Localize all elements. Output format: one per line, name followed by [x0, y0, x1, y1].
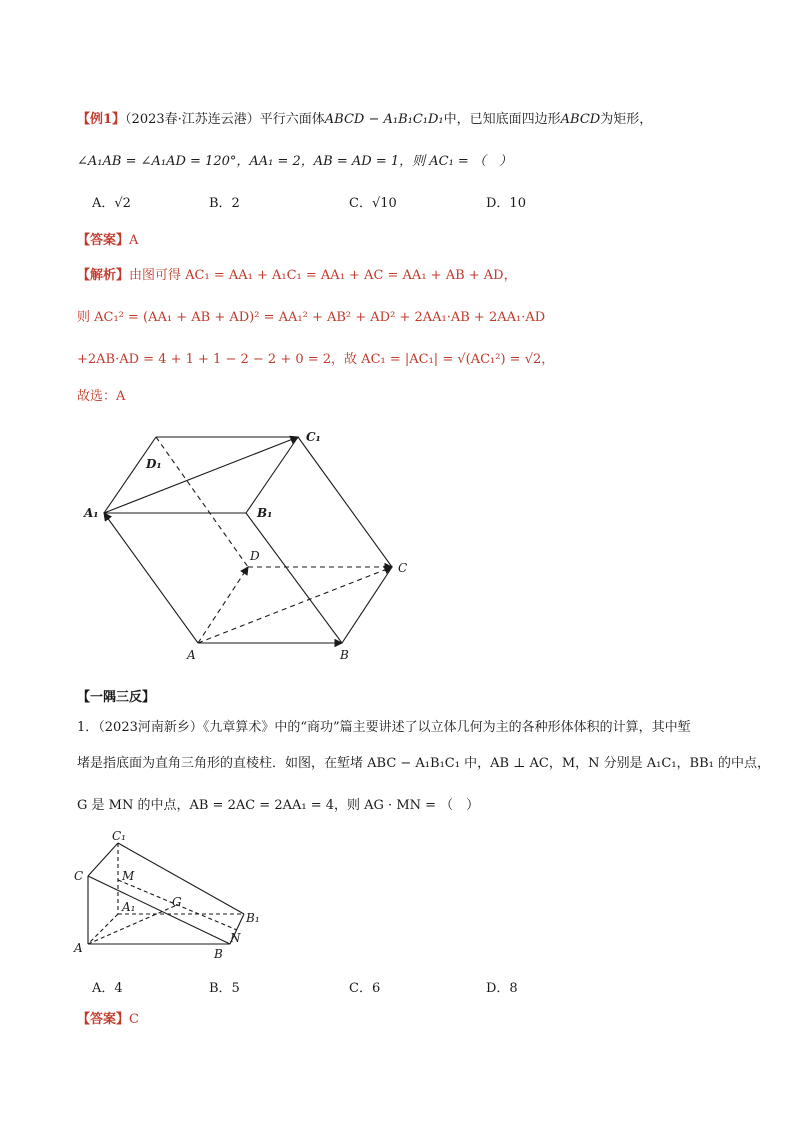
- option-c: C．√10: [349, 196, 397, 211]
- section-title: 【一隅三反】: [77, 690, 156, 705]
- label-B1: B₁: [246, 911, 260, 925]
- option-d: D．8: [486, 981, 518, 996]
- label-C: C: [74, 869, 84, 883]
- example1-conclusion: 故选：A: [77, 389, 126, 404]
- option-a: A．√2: [92, 196, 131, 211]
- option-b: B．2: [209, 196, 240, 211]
- example1-line2: ∠A₁AB = ∠A₁AD = 120°，AA₁ = 2，AB = AD = 1，则 AC₁ = （ ）: [77, 154, 512, 169]
- answer-label: 【答案】: [77, 1012, 130, 1027]
- label-A1: A₁: [84, 506, 99, 520]
- label-B: B: [214, 947, 223, 961]
- label-G: G: [172, 895, 182, 909]
- example1-analysis-line3: +2AB·AD = 4 + 1 + 1 − 2 − 2 + 0 = 2，故 AC₁ = |AC₁| = √(AC₁²) = √2，: [77, 352, 555, 367]
- example1-answer: [77, 229, 138, 248]
- problem1-line2: 堵是指底面为直角三角形的直棱柱．如图，在堑堵 ABC − A₁B₁C₁ 中，AB ⊥ AC，M，N 分别是 A₁C₁，BB₁ 的中点，: [77, 756, 770, 771]
- analysis-text-1: 由图可得 AC₁ = AA₁ + A₁C₁ = AA₁ + AC = AA₁ + AB + AD，: [129, 268, 517, 283]
- problem1-answer: [77, 1008, 139, 1027]
- answer-value: C: [129, 1012, 139, 1027]
- label-C1: C₁: [306, 430, 321, 444]
- example-source: （2023春·江苏连云港）: [125, 112, 260, 127]
- label-A: A: [74, 941, 83, 955]
- answer-value: A: [129, 233, 139, 248]
- base-name: ABCD: [560, 112, 601, 127]
- label-C1: C₁: [112, 829, 126, 843]
- example-stem-a: 平行六面体: [259, 112, 325, 127]
- option-a: A．4: [92, 981, 123, 996]
- example1-analysis-line2: 则 AC₁² = (AA₁ + AB + AD)² = AA₁² + AB² + AD² + 2AA₁·AB + 2AA₁·AD: [77, 310, 546, 325]
- example-stem-b: 中，已知底面四边形: [443, 112, 561, 127]
- example1-line1: [77, 108, 652, 127]
- option-b: B．5: [209, 981, 240, 996]
- label-D: D: [250, 549, 260, 563]
- analysis-label: 【解析】: [77, 268, 130, 283]
- label-C: C: [398, 561, 408, 575]
- label-A: A: [187, 648, 196, 662]
- label-B1: B₁: [257, 506, 273, 520]
- problem1-line3: G 是 MN 的中点，AB = 2AC = 2AA₁ = 4，则 AG · MN = （ ）: [77, 798, 480, 813]
- example-tag: 【例1】: [77, 112, 126, 127]
- label-M: M: [122, 869, 135, 883]
- solid-name: ABCD − A₁B₁C₁D₁: [324, 112, 444, 127]
- option-c: C．6: [349, 981, 381, 996]
- label-N: N: [230, 931, 241, 945]
- answer-label: 【答案】: [77, 233, 130, 248]
- example-stem-c: 为矩形，: [600, 112, 653, 127]
- problem1-line1: 1．（2023河南新乡）《九章算术》中的“商功”篇主要讲述了以立体几何为主的各种形体体积的计算，其中堑: [77, 720, 691, 735]
- label-D1: D₁: [146, 457, 162, 471]
- option-d: D．10: [486, 196, 526, 211]
- label-B: B: [340, 648, 349, 662]
- label-A1: A₁: [122, 900, 136, 914]
- example1-analysis-line1: [77, 264, 517, 283]
